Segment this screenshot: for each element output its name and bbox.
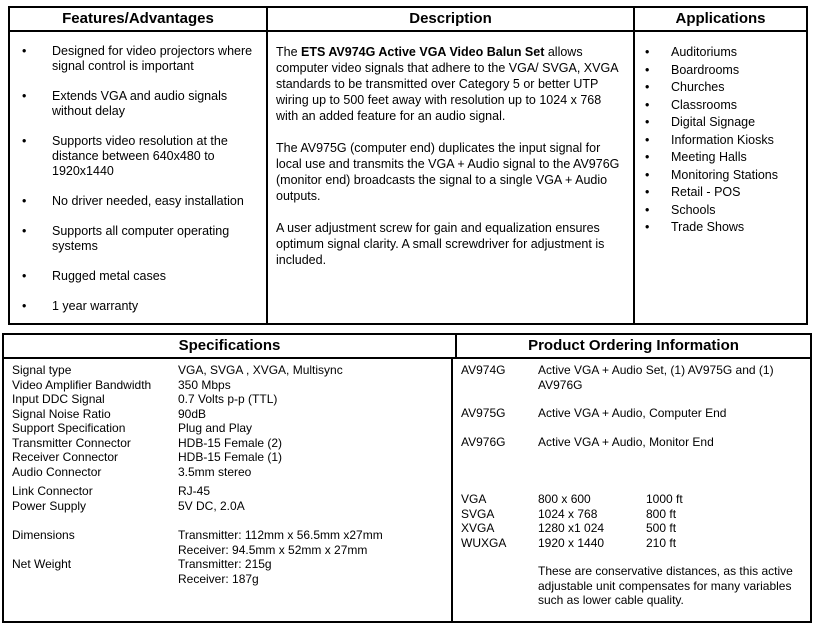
distance-standard: SVGA: [461, 506, 495, 521]
list-item: [18, 269, 260, 284]
feature-text: 1 year warranty: [52, 299, 139, 313]
spec-value-line: Receiver: 187g: [178, 571, 259, 586]
application-text: Meeting Halls: [671, 150, 747, 164]
bullet-icon: •: [22, 269, 27, 283]
description-paragraph: The AV975G (computer end) duplicates the input signal for local use and transmits the VGA + Audio signal to the AV976G (monitor end) broadcasts the signal to a single VGA + Audio outputs.: [276, 141, 620, 203]
table-row: [461, 507, 804, 522]
spec-label: Signal type: [12, 363, 72, 377]
bullet-icon: •: [22, 194, 27, 208]
bullet-icon: •: [645, 132, 650, 147]
bottom-table: [2, 333, 812, 623]
distance-standard: WUXGA: [461, 535, 507, 550]
distance-feet: 1000 ft: [646, 492, 683, 506]
feature-text: Supports video resolution at the distance between 640x480 to 1920x1440: [52, 134, 228, 178]
description-paragraph: A user adjustment screw for gain and equalization ensures optimum signal clarity. A small screwdriver for adjustment is included.: [276, 221, 605, 267]
spec-label: Video Amplifier Bandwidth: [12, 377, 152, 392]
applications-list: [635, 32, 806, 237]
table-row: [12, 378, 447, 393]
list-item: [18, 224, 260, 254]
list-item: [641, 132, 802, 150]
applications-title: Applications: [635, 8, 806, 32]
description-title: Description: [268, 8, 633, 32]
table-row: [12, 465, 447, 480]
application-text: Retail - POS: [671, 185, 741, 199]
product-name-bold: ETS AV974G Active VGA Video Balun Set: [301, 45, 545, 59]
application-text: Monitoring Stations: [671, 167, 779, 182]
bullet-icon: •: [645, 150, 650, 164]
spec-value: [178, 557, 447, 586]
description-paragraph: [276, 44, 625, 124]
spec-value-line: Transmitter: 112mm x 56.5mm x27mm: [178, 528, 383, 542]
spec-label: Transmitter Connector: [12, 435, 131, 450]
application-text: Schools: [671, 202, 716, 217]
list-item: [18, 299, 260, 314]
feature-text: Designed for video projectors where signal control is important: [52, 44, 253, 73]
list-item: [18, 134, 260, 179]
table-row: [461, 363, 804, 392]
product-desc: Active VGA + Audio Set, (1) AV975G and (1) AV976G: [538, 363, 774, 392]
table-row: [461, 521, 804, 536]
ordering-title: Product Ordering Information: [528, 337, 739, 354]
list-item: [641, 79, 802, 97]
description-section: [266, 8, 633, 323]
spec-label: Signal Noise Ratio: [12, 406, 111, 421]
bullet-icon: •: [645, 45, 650, 59]
application-text: Information Kiosks: [671, 132, 774, 147]
paragraph-text: allows computer video signals that adhere to the VGA/ SVGA, XVGA standards to be transmitted over Category 5 or better UTP wiring up to 500 feet away with resolution up to 1024 x 768 with an added feature for an audio signal.: [276, 45, 618, 123]
bullet-icon: •: [22, 299, 27, 313]
application-text: Trade Shows: [671, 220, 745, 234]
ordering-cell: [453, 359, 810, 621]
feature-text: Rugged metal cases: [52, 269, 166, 283]
table-row: [12, 450, 447, 465]
list-item: [641, 62, 802, 80]
spec-value: HDB-15 Female (1): [178, 450, 283, 464]
specifications-title: Specifications: [4, 335, 457, 357]
table-row: [12, 499, 447, 514]
list-item: [18, 89, 260, 119]
spec-label: Receiver Connector: [12, 450, 119, 464]
spec-label: Support Specification: [12, 421, 126, 435]
distance-resolution: 1920 x 1440: [538, 535, 605, 550]
application-text: Boardrooms: [671, 62, 740, 77]
product-code: AV976G: [461, 434, 506, 449]
bullet-icon: •: [645, 167, 650, 182]
spec-label: Power Supply: [12, 498, 87, 513]
table-row: [12, 484, 447, 499]
list-item: [18, 44, 260, 74]
bullet-icon: •: [645, 185, 650, 199]
table-row: [12, 528, 447, 557]
bullet-icon: •: [22, 89, 27, 103]
spec-label: Input DDC Signal: [12, 392, 105, 406]
product-code: AV975G: [461, 406, 506, 420]
spec-label: Link Connector: [12, 484, 93, 498]
product-desc: Active VGA + Audio, Computer End: [538, 406, 727, 420]
product-code: AV974G: [461, 363, 506, 377]
list-item: [641, 97, 802, 115]
paragraph-text: The: [276, 45, 302, 59]
distance-feet: 800 ft: [646, 506, 677, 521]
feature-text: No driver needed, easy installation: [52, 194, 244, 208]
distance-resolution: 800 x 600: [538, 492, 591, 506]
spec-label: Dimensions: [12, 528, 75, 542]
application-text: Auditoriums: [671, 45, 737, 59]
spec-value: 3.5mm stereo: [178, 464, 252, 479]
table-row: [461, 536, 804, 551]
distance-feet: 210 ft: [646, 535, 677, 550]
table-row: [12, 557, 447, 586]
spec-value: 90dB: [178, 406, 207, 421]
spec-value-line: Transmitter: 215g: [178, 557, 272, 571]
feature-text: Extends VGA and audio signals without delay: [52, 89, 228, 118]
table-row: [12, 436, 447, 451]
applications-section: [633, 8, 806, 323]
table-row: [12, 363, 447, 378]
list-item: [18, 194, 260, 209]
application-text: Classrooms: [671, 97, 737, 112]
product-desc: Active VGA + Audio, Monitor End: [538, 434, 714, 449]
application-text: Churches: [671, 80, 725, 94]
spec-value: 5V DC, 2.0A: [178, 498, 245, 513]
table-row: [461, 435, 804, 450]
features-title: Features/Advantages: [10, 8, 266, 32]
spec-value: Plug and Play: [178, 421, 253, 435]
distance-note: These are conservative distances, as this active adjustable unit compensates for many variables such as lower cable quality.: [538, 564, 793, 607]
bullet-icon: •: [645, 202, 650, 217]
top-table: [8, 6, 808, 325]
spec-value: VGA, SVGA , XVGA, Multisync: [178, 363, 343, 377]
features-list: [10, 32, 266, 329]
distance-feet: 500 ft: [646, 521, 677, 535]
list-item: [641, 167, 802, 185]
bottom-table-header: [4, 335, 810, 359]
bullet-icon: •: [22, 44, 27, 58]
table-row: [461, 406, 804, 421]
distance-standard: VGA: [461, 492, 487, 506]
table-row: [12, 421, 447, 436]
distance-table: [461, 492, 804, 550]
features-section: [10, 8, 266, 323]
bullet-icon: •: [22, 224, 27, 238]
distance-resolution: 1024 x 768: [538, 506, 598, 521]
bullet-icon: •: [645, 115, 650, 129]
bottom-table-body: [4, 359, 810, 621]
table-row: [461, 492, 804, 507]
spec-value-line: Receiver: 94.5mm x 52mm x 27mm: [178, 542, 368, 557]
bullet-icon: •: [645, 80, 650, 94]
feature-text: Supports all computer operating systems: [52, 224, 230, 253]
list-item: [641, 114, 802, 132]
spec-value: RJ-45: [178, 484, 211, 498]
bullet-icon: •: [22, 134, 27, 148]
table-row: [12, 392, 447, 407]
spec-value: 350 Mbps: [178, 377, 231, 392]
list-item: [641, 219, 802, 237]
list-item: [641, 44, 802, 62]
bullet-icon: •: [645, 97, 650, 112]
distance-standard: XVGA: [461, 521, 495, 535]
spec-value: [178, 528, 447, 557]
spec-value: HDB-15 Female (2): [178, 435, 283, 450]
description-body: [268, 32, 633, 284]
specifications-cell: [4, 359, 453, 621]
spec-value: 0.7 Volts p-p (TTL): [178, 392, 278, 406]
list-item: [641, 149, 802, 167]
distance-resolution: 1280 x1 024: [538, 521, 605, 535]
table-row: [12, 407, 447, 422]
bullet-icon: •: [645, 220, 650, 234]
application-text: Digital Signage: [671, 115, 756, 129]
list-item: [641, 202, 802, 220]
spec-label: Audio Connector: [12, 464, 102, 479]
spec-label: Net Weight: [12, 557, 72, 571]
list-item: [641, 184, 802, 202]
bullet-icon: •: [645, 62, 650, 77]
